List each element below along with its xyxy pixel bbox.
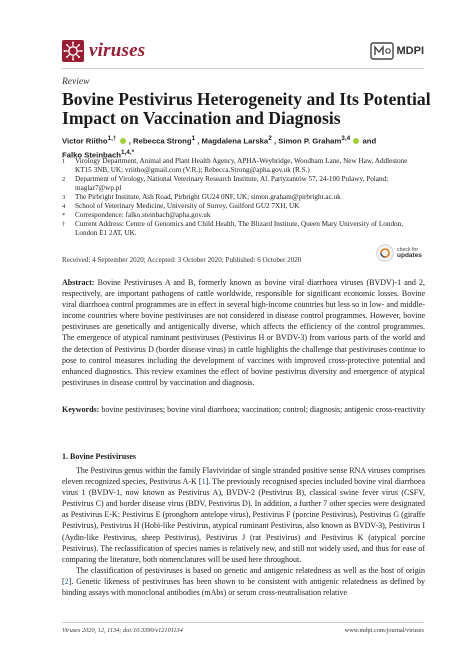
affiliation-marker: † [62,221,66,228]
affiliation-item [62,202,424,211]
header-divider [62,68,424,69]
affiliation-text: Department of Virology, National Veterinary Research Institute, Al. Partyzantów 57, 24-100 Pulawy, Poland; maglar7@wp.pl [75,175,389,192]
author-affiliation-marker: 1,4,* [120,148,135,156]
author-affiliation-marker: 2 [268,135,272,142]
section-heading: 1. Bovine Pestiviruses [62,452,136,461]
affiliation-text: The Pirbright Institute, Ash Road, Pirbright GU24 0NF, UK; simon.graham@pirbright.ac.uk [75,193,341,201]
affiliation-text: Current Address: Centre of Genomics and Child Health, The Blizard Institute, Queen Mary University of London, London E1 2AT, UK. [75,220,404,237]
journal-logo[interactable] [62,40,145,62]
affiliation-text: Virology Department, Animal and Plant Health Agency, APHA-Weybridge, Woodham Lane, New Haw, Addlestone KT15 3NB, UK; vriitho@gmail.com (V.R.); Rebecca.Strong@apha.gov.uk (R.S.) [75,157,408,174]
author-name[interactable]: , Rebecca Strong [128,136,192,146]
publisher-name: MDPI [396,45,424,57]
paragraph-text: The Pestivirus genus within the family Flaviviridae of single stranded positive sense RNA viruses comprises eleven recognized species, Pestivirus A-K [ [62,466,425,487]
affiliation-item [62,175,424,193]
author-affiliation-marker: 1,† [107,135,117,142]
check-updates-line2: updates [397,252,422,259]
paragraph [62,465,425,565]
orcid-icon[interactable] [353,138,359,144]
affiliation-text: School of Veterinary Medicine, University of Surrey, Guilford GU2 7XH, UK [75,202,300,210]
paragraph-text: ]. Genetic likeness of pestiviruses has been shown to be consistent with antigenic relatedness as defined by binding assays with monoclonal antibodies (mAbs) or serum cross-neutralisation relative [62,576,425,598]
keywords-text: bovine pestiviruses; bovine viral diarrhoea; vaccination; control; diagnosis; antigenic cross-reactivity [99,405,426,414]
footer-divider [62,622,424,623]
check-for-updates-button[interactable] [376,244,422,262]
affiliation-marker: * [62,212,66,219]
affiliation-marker: 1 [62,158,66,165]
author-name[interactable]: , Magdalena Larska [197,136,269,146]
check-updates-icon [376,244,394,262]
article-type: Review [62,77,90,87]
affiliation-item [62,193,424,202]
mdpi-logo-icon [370,42,394,60]
journal-name: viruses [89,40,146,61]
correspondence-text: Correspondence: falko.steinbach@apha.gov.uk [75,211,211,219]
paragraph [62,565,425,598]
check-updates-line1: check for [397,247,419,253]
affiliation-list [62,157,424,238]
author-name[interactable]: Victor Riitho [62,136,108,146]
author-conjunction: and [360,136,377,146]
author-name[interactable]: , Simon P. Graham [273,136,342,146]
author-affiliation-marker: 1 [191,135,196,142]
abstract [62,277,425,388]
affiliation-item [62,157,424,175]
citation-info: Viruses 2020, 12, 1134; doi:10.3390/v12101134 [62,627,183,634]
abstract-text: Bovine Pestiviruses A and B, formerly known as bovine viral diarrhoea viruses (BVDV)-1 and 2, respectively, are important pathogens of cattle worldwide, responsible for significant economic losses. Bovine viral diarrhoea control programmes are in effect in several high-income countries but less so in low- and middle-income countries where bovine pestiviruses are not considered in disease control programmes. However, bovine pestiviruses are genetically and antigenically diverse, which affects the efficiency of the control programmes. The emergence of atypical ruminant pestiviruses (Pestivirus H or BVDV-3) from various parts of the world and the detection of Pestivirus D (border disease virus) in cattle highlights the challenge that pestiviruses continue to pose to control measures including the development of vaccines with improved cross-protective potential and enhanced diagnostics. This review examines the effect of bovine pestivirus diversity and emergence of atypical pestiviruses in disease control by vaccination and diagnosis. [62,278,425,387]
keywords-label: Keywords: [62,405,100,414]
section-body [62,465,425,598]
publisher-logo[interactable] [370,42,425,60]
author-affiliation-marker: 3,4 [341,135,351,142]
citation-link[interactable]: 2 [64,576,69,586]
abstract-label: Abstract: [62,278,95,287]
paragraph-text: The classification of pestiviruses is based on genetic and antigenic relatedness as well as the host of origin [ [62,565,425,586]
publication-dates: Received: 4 September 2020; Accepted: 3 October 2020; Published: 6 October 2020 [62,256,302,264]
author-name[interactable]: Falko Steinbach [62,150,121,160]
page-footer [62,627,424,634]
affiliation-item [62,211,424,220]
check-updates-label [397,247,422,259]
journal-url[interactable]: www.mdpi.com/journal/viruses [344,627,424,634]
keywords [62,404,425,415]
affiliation-marker: 4 [62,203,66,210]
affiliation-marker: 2 [62,176,66,183]
orcid-icon[interactable] [120,138,126,144]
affiliation-item [62,220,424,238]
affiliation-marker: 3 [62,194,66,201]
virus-logo-icon [62,40,84,62]
citation-link[interactable]: 1 [201,477,206,487]
paragraph-text: ]. The previously recognised species included bovine viral diarrhoea virus 1 (BVDV-1, now known as Pestivirus A), BVDV-2 (Pestivirus B), classical swine fever virus (CSFV, Pestivirus C) and border disease virus (BDV, Pestivirus D). In addition, a further 7 other species were designated as Pestivirus E-K: Pestivirus E (pronghorn antelope virus), Pestivirus F (porcine Pestivirus), Pestivirus G (giraffe Pestivirus), Pestivirus H (Hobi-like Pestivirus, atypical ruminant Pestivirus, also known as BVDV-3), Pestivirus I (Aydin-like Pestivirus, sheep Pestivirus), Pestivirus J (rat Pestivirus) and Pestivirus K (atypical porcine Pestivirus). The reclassification of species names is relatively new, and still not widely used, and thus for ease of comparing the literature, both nomenclatures will be used here throughout. [62,477,426,564]
article-title: Bovine Pestivirus Heterogeneity and Its Potential Impact on Vaccination and Diagnosis [62,89,431,128]
